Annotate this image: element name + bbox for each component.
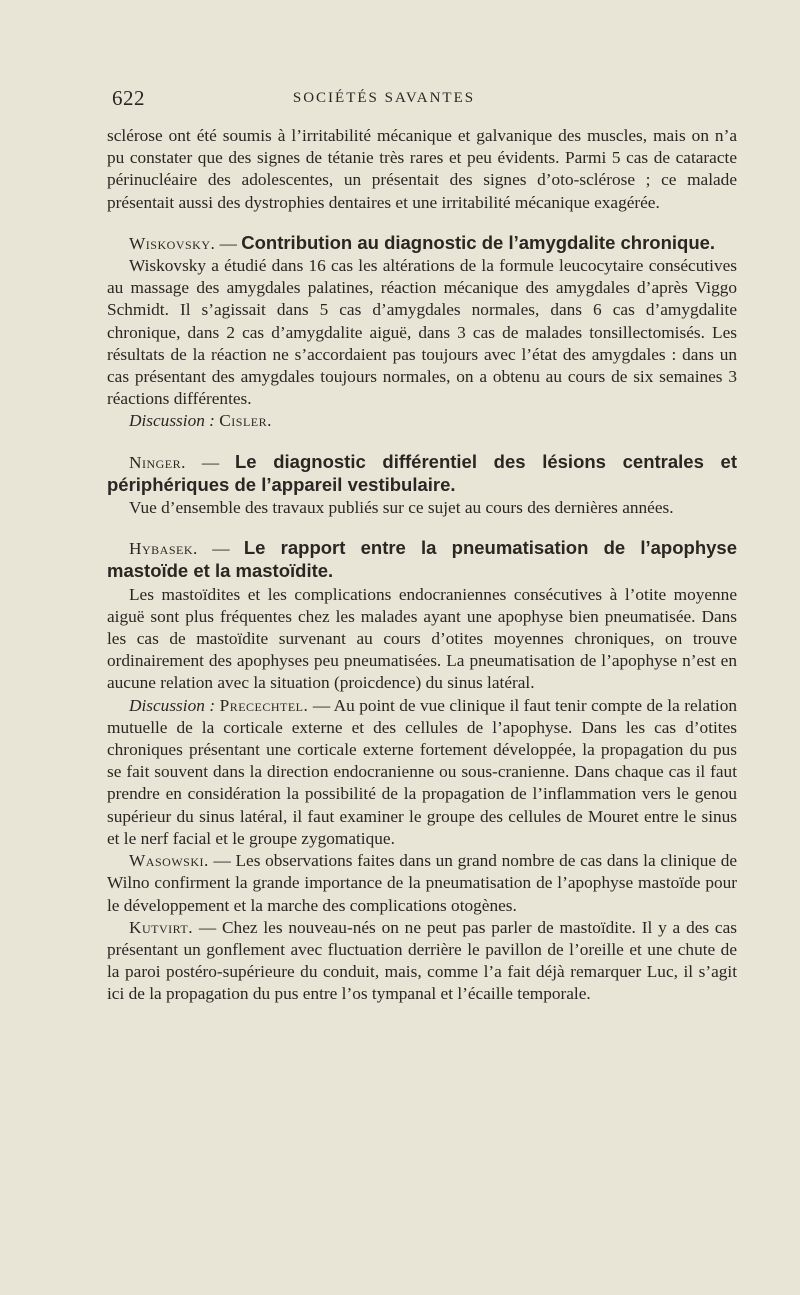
section-heading-wiskovsky: Wiskovsky. — Contribution au diagnostic de l’amygdalite chronique.: [129, 231, 716, 253]
author-name: Hybasek.: [129, 539, 198, 559]
page-number: 622: [112, 86, 145, 110]
discussion-paragraph: Kutvirt. — Chez les nouveau-nés on ne peut pas parler de mastoïdite. Il y a des cas présentant un gonflement avec fluctuation derrière le pavillon de l’oreille et une chute de la paroi postéro-supérieure du conduit, mais, comme l’a fait déjà remarquer Luc, il s’agit ici de la propagation du pus entre l’os tympanal et l’écaille temporale.: [107, 917, 737, 1004]
section-title: Le rapport entre la pneumatisation de l’apophyse mastoïde et la mastoïdite.: [107, 537, 738, 582]
running-head: SOCIÉTÉS SAVANTES: [292, 90, 476, 106]
author-name: Ninger.: [129, 452, 186, 472]
discussion-label: Discussion :: [129, 411, 215, 431]
discussion-name: Wasowski.: [129, 851, 209, 871]
author-name: Wiskovsky.: [129, 233, 216, 253]
discussion-text: Chez les nouveau-nés on ne peut pas parler de mastoïdite. Il y a des cas présentant un gonflement avec fluctuation derrière le pavillon de l’oreille et une chute de la paroi postéro-supérieure du conduit, mais, comme l’a fait déjà remarquer Luc, il s’agit ici de la propagation du pus entre l’os tympanal et l’écaille temporale.: [107, 917, 737, 1004]
discussion-text: Au point de vue clinique il faut tenir compte de la relation mutuelle de la corticale externe et des cellules de l’apophyse. Dans les cas d’otites chroniques présentant une corticale externe fortement développée, la propagation du pus se fait souvent dans la direction endocranienne ou sous-cranienne. Dans chaque cas il faut prendre en considération la possibilité de la propagation de l’inflammation vers le genou supérieur du sinus latéral, il faut examiner le groupe des cellules de Mouret entre le sinus et le nerf facial et le groupe zygomatique.: [107, 695, 737, 848]
paragraph: Vue d’ensemble des travaux publiés sur ce sujet au cours des dernières années.: [129, 498, 674, 518]
section-title: Le diagnostic différentiel des lésions centrales et périphériques de l’appareil vestibulaire.: [107, 450, 738, 495]
section-heading-hybasek: Hybasek. — Le rapport entre la pneumatisation de l’apophyse mastoïde et la mastoïdite.: [107, 537, 738, 582]
discussion-text: Les observations faites dans un grand nombre de cas dans la clinique de Wilno confirment la grande importance de la pneumatisation de l’apophyse mastoïde pour le développement et la marche des complications otogènes.: [107, 851, 737, 915]
paragraph: Wiskovsky a étudié dans 16 cas les altérations de la formule leucocytaire consécutives au massage des amygdales palatines, réaction mécanique des amygdales d’après Viggo Schmidt. Il s’agissait dans 5 cas d’amygdales normales, dans 6 cas d’amygdalite chronique, dans 2 cas d’amygdalite aiguë, dans 3 cas de malades tonsillectomisés. Les résultats de la réaction ne s’accordaient pas toujours avec l’état des amygdales : dans un cas présentant des amygdales toujours normales, on a obtenu au cours de six semaines 3 réactions différentes.: [107, 256, 737, 409]
discussion-name: Cisler.: [219, 411, 272, 431]
paragraph-continued: sclérose ont été soumis à l’irritabilité mécanique et galvanique des muscles, mais on n’a pu constater que des signes de tétanie très rares et peu évidents. Parmi 5 cas de cataracte périnucléaire des adolescentes, un présentait des signes d’oto-sclérose ; ce malade présentait aussi des dystrophies dentaires et une irritabilité mécanique exagérée.: [107, 126, 737, 212]
discussion-line: [107, 410, 737, 432]
section-title: Contribution au diagnostic de l’amygdalite chronique.: [241, 231, 716, 253]
paragraph: Les mastoïdites et les complications endocraniennes consécutives à l’otite moyenne aiguë sont plus fréquentes chez les malades ayant une apophyse bien pneumatisée. Dans les cas de mastoïdite survenant au cours d’otites moyennes chroniques, on trouve ordinairement des apophyses peu pneumatisées. La pneumatisation de l’apophyse n’est en aucune relation avec la situation (proicdence) du sinus latéral.: [107, 584, 737, 693]
page-header: [112, 86, 752, 116]
discussion-label: Discussion :: [129, 695, 216, 715]
body-text: [107, 125, 737, 1006]
discussion-paragraph: Discussion : Precechtel. — Au point de vue clinique il faut tenir compte de la relation mutuelle de la corticale externe et des cellules de l’apophyse. Dans les cas d’otites chroniques présentant une corticale externe fortement développée, la propagation du pus se fait souvent dans la direction endocranienne ou sous-cranienne. Dans chaque cas il faut prendre en considération la possibilité de la propagation de l’inflammation vers le genou supérieur du sinus latéral, il faut examiner le groupe des cellules de Mouret entre le sinus et le nerf facial et le groupe zygomatique.: [107, 695, 737, 848]
discussion-name: Kutvirt.: [129, 917, 194, 937]
discussion-name: Precechtel.: [219, 695, 309, 715]
discussion-paragraph: Wasowski. — Les observations faites dans un grand nombre de cas dans la clinique de Wilno confirment la grande importance de la pneumatisation de l’apophyse mastoïde pour le développement et la marche des complications otogènes.: [107, 851, 737, 915]
section-heading-ninger: Ninger. — Le diagnostic différentiel des lésions centrales et périphériques de l’appareil vestibulaire.: [107, 450, 738, 495]
